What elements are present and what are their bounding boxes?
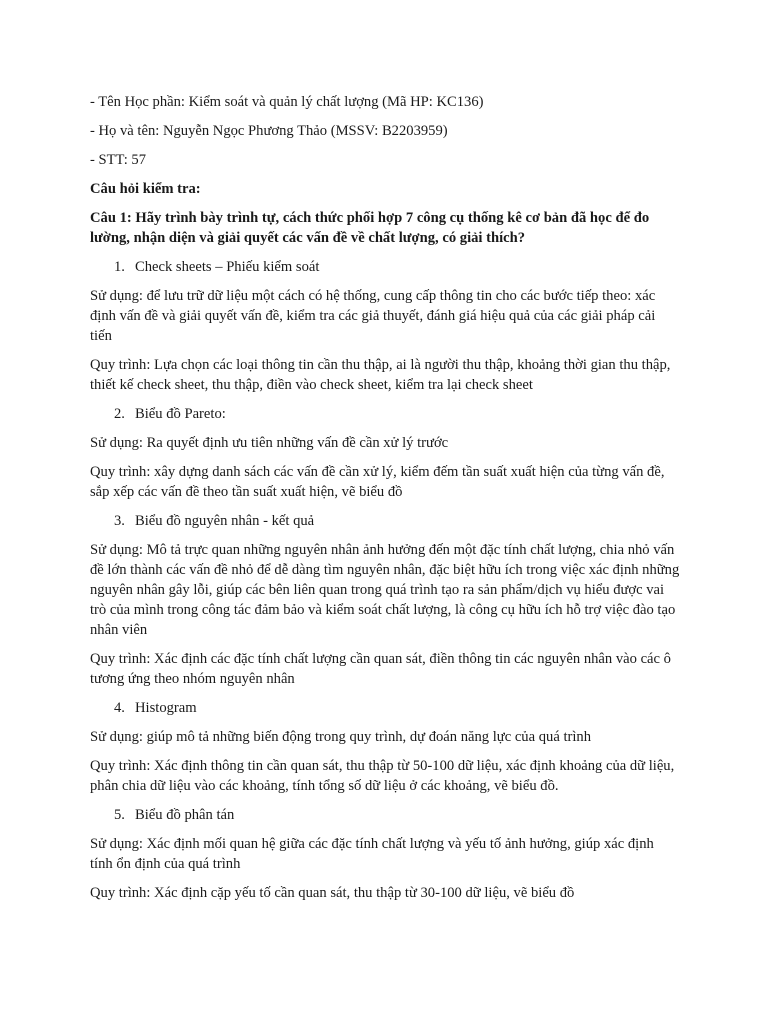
tool-heading bbox=[90, 805, 680, 825]
tool-number: 2. bbox=[114, 406, 125, 422]
course-line: - Tên Học phần: Kiểm soát và quản lý chất lượng (Mã HP: KC136) bbox=[90, 94, 484, 110]
tool-title: Biểu đồ phân tán bbox=[135, 807, 235, 823]
tool-number: 4. bbox=[114, 700, 125, 716]
tool-usage: Sử dụng: để lưu trữ dữ liệu một cách có hệ thống, cung cấp thông tin cho các bước tiếp theo: xác định vấn đề và giải quyết vấn đề, kiểm tra các giả thuyết, đánh giá hiệu quả của các giải pháp cải tiến bbox=[90, 288, 656, 344]
stt-line: - STT: 57 bbox=[90, 152, 147, 168]
student-line: - Họ và tên: Nguyễn Ngọc Phương Thảo (MSSV: B2203959) bbox=[90, 123, 448, 139]
tool-number: 3. bbox=[114, 513, 125, 529]
exam-label: Câu hỏi kiểm tra: bbox=[90, 181, 201, 197]
tool-heading bbox=[90, 404, 680, 424]
tool-title: Biểu đồ Pareto: bbox=[135, 406, 226, 422]
tool-process: Quy trình: Xác định cặp yếu tố cần quan sát, thu thập từ 30-100 dữ liệu, vẽ biểu đồ bbox=[90, 885, 575, 901]
tool-heading bbox=[90, 257, 680, 277]
tool-number: 1. bbox=[114, 259, 125, 275]
tool-title: Biểu đồ nguyên nhân - kết quả bbox=[135, 513, 315, 529]
tool-usage: Sử dụng: Xác định mối quan hệ giữa các đặc tính chất lượng và yếu tố ảnh hưởng, giúp xác định tính ổn định của quá trình bbox=[90, 836, 654, 872]
tool-process: Quy trình: Xác định thông tin cần quan sát, thu thập từ 50-100 dữ liệu, xác định khoảng của dữ liệu, phân chia dữ liệu vào các khoảng, tính tổng số dữ liệu ở các khoảng, vẽ biểu đồ. bbox=[90, 758, 675, 794]
tool-title: Histogram bbox=[135, 700, 197, 716]
tool-usage: Sử dụng: giúp mô tả những biến động trong quy trình, dự đoán năng lực của quá trình bbox=[90, 729, 592, 745]
document-page bbox=[90, 92, 680, 912]
tool-process: Quy trình: Lựa chọn các loại thông tin cần thu thập, ai là người thu thập, khoảng thời gian thu thập, thiết kế check sheet, thu thập, điền vào check sheet, kiểm tra lại check sheet bbox=[90, 357, 671, 393]
tool-number: 5. bbox=[114, 807, 125, 823]
tool-title: Check sheets – Phiếu kiểm soát bbox=[135, 259, 320, 275]
question-text: Câu 1: Hãy trình bày trình tự, cách thức phối hợp 7 công cụ thống kê cơ bản đã học để đo lường, nhận diện và giải quyết các vấn đề về chất lượng, có giải thích? bbox=[90, 210, 650, 246]
tool-usage: Sử dụng: Mô tả trực quan những nguyên nhân ảnh hưởng đến một đặc tính chất lượng, chia nhỏ vấn đề lớn thành các vấn đề nhỏ để dễ dàng tìm nguyên nhân, đặc biệt hữu ích trong việc xác định những nguyên nhân gây lỗi, giúp các bên liên quan trong quá trình tạo ra sản phẩm/dịch vụ hiểu được vai trò của mình trong công tác đảm bảo và kiểm soát chất lượng, là công cụ hữu ích hỗ trợ việc đào tạo nhân viên bbox=[90, 542, 680, 638]
tool-process: Quy trình: Xác định các đặc tính chất lượng cần quan sát, điền thông tin các nguyên nhân vào các ô tương ứng theo nhóm nguyên nhân bbox=[90, 651, 671, 687]
tool-heading bbox=[90, 511, 680, 531]
tool-process: Quy trình: xây dựng danh sách các vấn đề cần xử lý, kiểm đếm tần suất xuất hiện của từng vấn đề, sắp xếp các vấn đề theo tần suất xuất hiện, vẽ biểu đồ bbox=[90, 464, 665, 500]
tool-usage: Sử dụng: Ra quyết định ưu tiên những vấn đề cần xử lý trước bbox=[90, 435, 449, 451]
tool-heading bbox=[90, 698, 680, 718]
